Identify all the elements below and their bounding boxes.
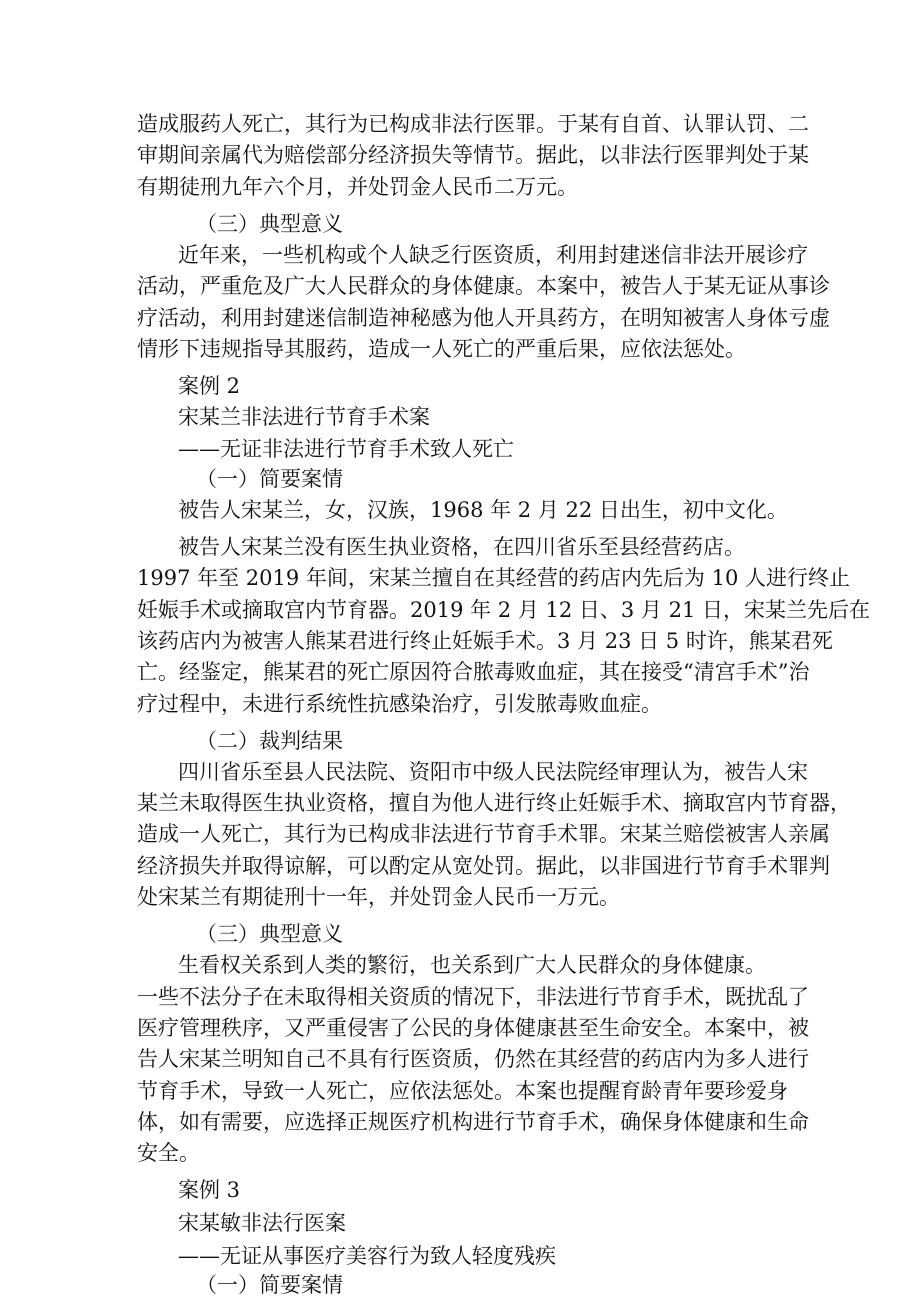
- case-subtitle: ——无证从事医疗美容行为致人轻度残疾: [178, 1243, 556, 1268]
- section-heading: （二）裁判结果: [196, 728, 343, 753]
- text-line: 医疗管理秩序，又严重侵害了公民的身体健康甚至生命安全。本案中，被: [137, 1015, 809, 1040]
- case-label: 案例 3: [178, 1178, 241, 1203]
- text-line: 被告人宋某兰，女，汉族，1968 年 2 月 22 日出生，初中文化。: [178, 498, 788, 523]
- text-line: 节育手术，导致一人死亡，应依法惩处。本案也提醒育龄青年要珍爱身: [137, 1078, 788, 1103]
- section-heading: （一）简要案情: [196, 1273, 343, 1297]
- text-line: 1997 年至 2019 年间，宋某兰擅自在其经营的药店内先后为 10 人进行终止: [137, 566, 850, 591]
- text-line: 体，如有需要，应选择正规医疗机构进行节育手术，确保身体健康和生命: [137, 1109, 809, 1134]
- text-line: 安全。: [137, 1141, 200, 1166]
- text-line: 审期间亲属代为赔偿部分经济损失等情节。据此，以非法行医罪判处于某: [137, 143, 809, 168]
- text-line: 经济损失并取得谅解，可以酌定从宽处罚。据此，以非国进行节育手术罪判: [137, 853, 830, 878]
- text-line: 疗过程中，未进行系统性抗感染治疗，引发脓毒败血症。: [137, 691, 662, 716]
- case-title: 宋某敏非法行医案: [178, 1211, 346, 1236]
- text-line: 有期徒刑九年六个月，并处罚金人民币二万元。: [137, 174, 578, 199]
- text-line: 亡。经鉴定，熊某君的死亡原因符合脓毒败血症，其在接受“清宫手术”治: [137, 660, 810, 685]
- text-line: 情形下违规指导其服药，造成一人死亡的严重后果，应依法惩处。: [137, 336, 746, 361]
- text-line: 近年来，一些机构或个人缺乏行医资质，利用封建迷信非法开展诊疗: [178, 242, 808, 267]
- text-line: 活动，严重危及广大人民群众的身体健康。本案中，被告人于某无证从事诊: [137, 274, 830, 299]
- section-heading: （一）简要案情: [196, 466, 343, 491]
- case-subtitle: ——无证非法进行节育手术致人死亡: [178, 437, 514, 462]
- text-line: 被告人宋某兰没有医生执业资格，在四川省乐至县经营药店。: [178, 535, 745, 560]
- text-line: 疗活动，利用封建迷信制造神秘感为他人开具药方，在明知被害人身体亏虚: [137, 305, 830, 330]
- case-label: 案例 2: [178, 373, 241, 398]
- text-line: 生看权关系到人类的繁衍，也关系到广大人民群众的身体健康。: [178, 953, 766, 978]
- section-heading: （三）典型意义: [196, 922, 343, 947]
- text-line: 该药店内为被害人熊某君进行终止妊娠手术。3 月 23 日 5 时许，熊某君死: [137, 628, 833, 653]
- text-line: 造成一人死亡，其行为已构成非法进行节育手术罪。宋某兰赔偿被害人亲属: [137, 822, 830, 847]
- text-line: 妊娠手术或摘取宫内节育器。2019 年 2 月 12 日、3 月 21 日，宋某兰先后在: [137, 597, 871, 622]
- text-line: 四川省乐至县人民法院、资阳市中级人民法院经审理认为，被告人宋: [178, 759, 808, 784]
- text-line: 一些不法分子在未取得相关资质的情况下，非法进行节育手术，既扰乱了: [137, 984, 809, 1009]
- case-title: 宋某兰非法进行节育手术案: [178, 405, 430, 430]
- text-line: 造成服药人死亡，其行为已构成非法行医罪。于某有自首、认罪认罚、二: [137, 112, 809, 136]
- text-line: 处宋某兰有期徒刑十一年，并处罚金人民币一万元。: [137, 885, 620, 910]
- text-line: 某兰未取得医生执业资格，擅自为他人进行终止妊娠手术、摘取宫内节育器，: [137, 791, 851, 816]
- section-heading: （三）典型意义: [196, 211, 343, 236]
- text-line: 告人宋某兰明知自己不具有行医资质，仍然在其经营的药店内为多人进行: [137, 1047, 809, 1072]
